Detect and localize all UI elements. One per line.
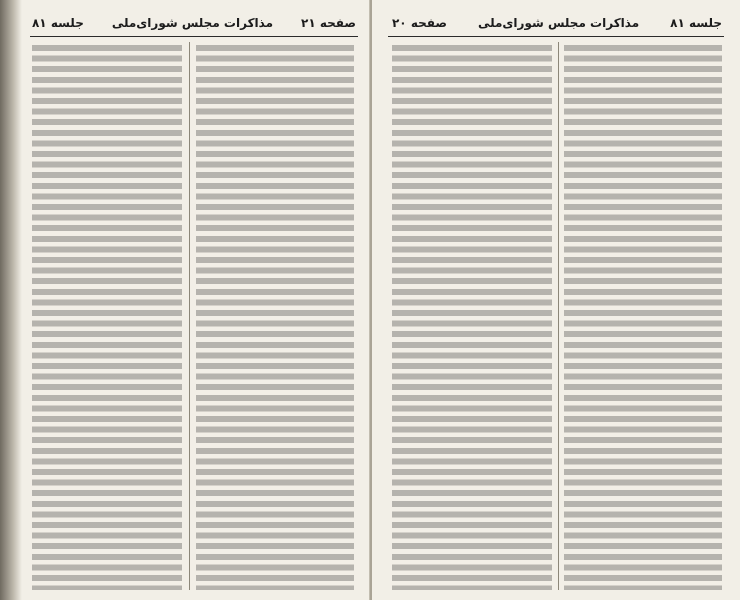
right-page-header [392, 12, 722, 34]
right-page-column-2 [392, 42, 552, 590]
right-page-number: صفحه ۲۰ [391, 16, 447, 30]
column-divider [558, 42, 559, 590]
left-page-column-2 [32, 42, 182, 590]
page-edge-shadow [0, 0, 22, 600]
right-page-title: مذاکرات مجلس شورای‌ملی [477, 16, 640, 30]
left-page-session: جلسه ۸۱ [31, 16, 84, 30]
left-page-title: مذاکرات مجلس شورای‌ملی [111, 16, 274, 30]
right-page [372, 0, 740, 600]
left-page-number: صفحه ۲۱ [301, 16, 356, 30]
header-rule [30, 36, 358, 37]
header-rule [388, 36, 724, 37]
column-divider [189, 42, 190, 590]
left-page-column-1 [196, 42, 354, 590]
right-page-column-1 [564, 42, 722, 590]
right-page-session: جلسه ۸۱ [670, 16, 722, 30]
left-page-header [32, 12, 356, 34]
